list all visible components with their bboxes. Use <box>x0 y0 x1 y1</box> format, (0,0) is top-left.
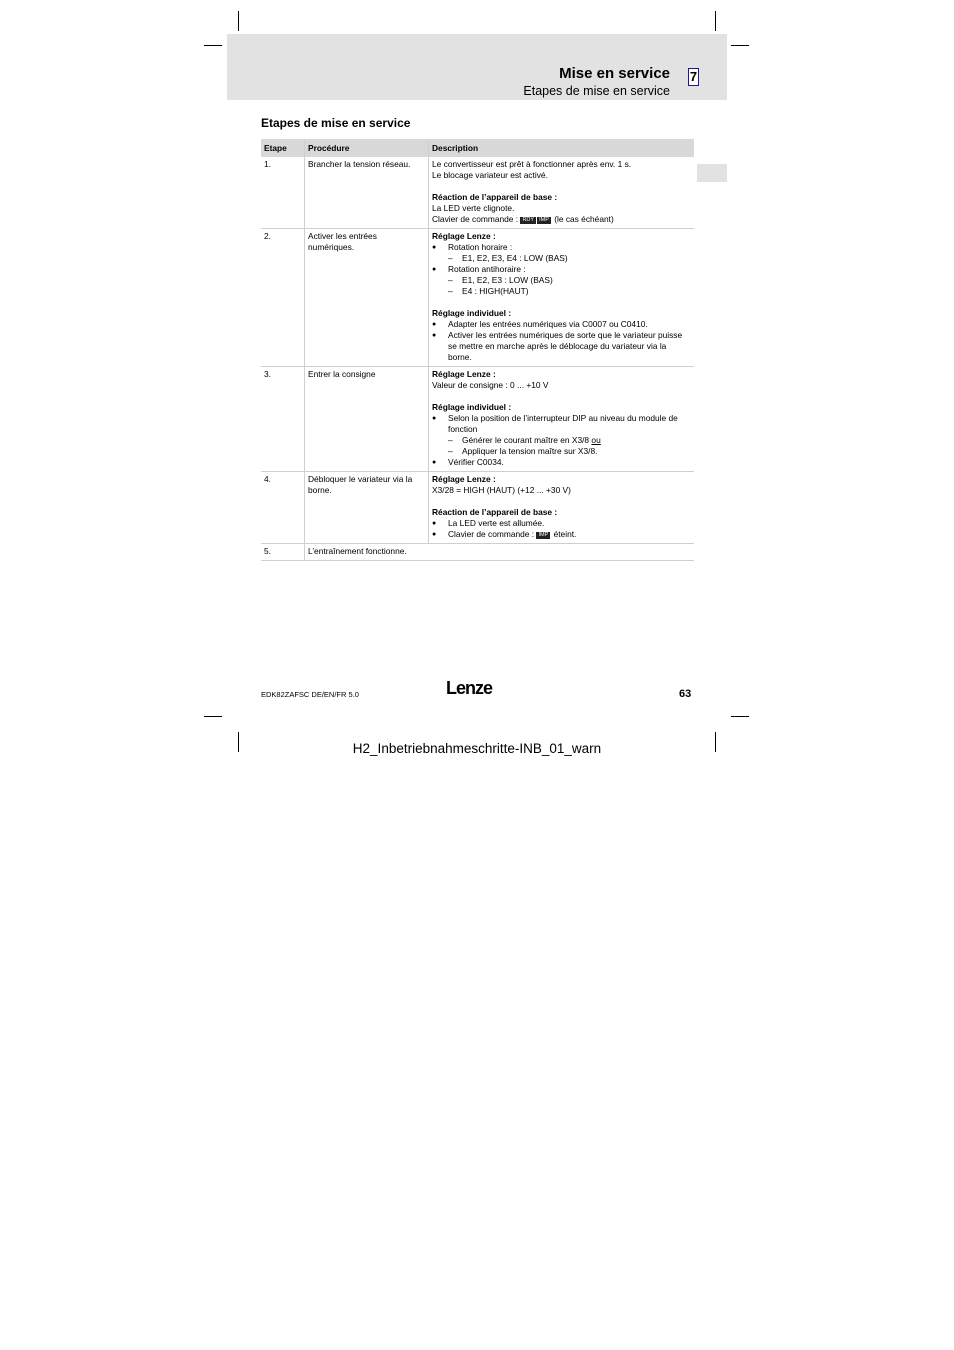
desc-line: La LED verte clignote. <box>432 203 515 213</box>
step-number: 4. <box>261 472 305 544</box>
desc-underlined-text: ou <box>591 435 601 445</box>
page-number: 63 <box>679 688 692 700</box>
header-subtitle: Etapes de mise en service <box>523 84 670 98</box>
crop-mark <box>204 716 222 717</box>
desc-line: Valeur de consigne : 0 ... +10 V <box>432 380 549 390</box>
crop-mark <box>731 716 749 717</box>
desc-text: (le cas échéant) <box>554 214 614 224</box>
step-description <box>429 472 695 544</box>
desc-heading: Réaction de l’appareil de base : <box>432 507 558 517</box>
desc-heading: Réglage individuel : <box>432 402 512 412</box>
lenze-logo: Lenze <box>446 678 493 698</box>
step-description <box>429 157 695 229</box>
table-row <box>261 229 694 367</box>
header-title: Mise en service <box>559 65 670 82</box>
imp-key-icon: IMP <box>539 217 549 223</box>
dash-item: – E4 : HIGH(HAUT) <box>432 286 691 297</box>
bullet-item: ● La LED verte est allumée. <box>432 518 691 529</box>
bullet-item: ● Vérifier C0034. <box>432 457 691 468</box>
step-number: 1. <box>261 157 305 229</box>
desc-line <box>432 214 691 225</box>
bullet-item: ● Selon la position de l’interrupteur DIP au niveau du module de fonction <box>432 413 691 435</box>
table-row <box>261 544 694 561</box>
table-row <box>261 472 694 544</box>
desc-heading: Réglage individuel : <box>432 308 512 318</box>
rdy-key-icon: RDY <box>522 217 535 223</box>
crop-mark <box>238 11 239 31</box>
desc-text: éteint. <box>553 529 577 539</box>
step-procedure: Activer les entrées numériques. <box>305 229 429 367</box>
bullet-item: ● Activer les entrées numériques de sorte que le variateur puisse se mettre en marche après le déblocage du variateur via la borne. <box>432 330 691 363</box>
side-thumb-tab <box>697 164 727 182</box>
step-number: 5. <box>261 544 305 561</box>
table-header-row <box>261 139 694 157</box>
desc-line: X3/28 = HIGH (HAUT) (+12 ... +30 V) <box>432 485 571 495</box>
bullet-item: ● Rotation horaire : <box>432 242 691 253</box>
desc-heading: Réglage Lenze : <box>432 369 496 379</box>
chapter-number: 7 <box>689 69 698 84</box>
step-number: 3. <box>261 367 305 472</box>
step-number: 2. <box>261 229 305 367</box>
step-description <box>429 367 695 472</box>
dash-item: – E1, E2, E3, E4 : LOW (BAS) <box>432 253 691 264</box>
column-header-description: Description <box>429 139 695 157</box>
step-description <box>429 229 695 367</box>
desc-line: Le blocage variateur est activé. <box>432 170 548 180</box>
imp-key-icon: IMP <box>538 532 549 538</box>
bullet-item <box>432 529 691 540</box>
desc-line: Le convertisseur est prêt à fonctionner après env. 1 s. <box>432 159 632 169</box>
dash-item <box>432 435 691 446</box>
step-procedure: L’entraînement fonctionne. <box>305 544 695 561</box>
table-row <box>261 157 694 229</box>
section-title: Etapes de mise en service <box>261 116 411 130</box>
bullet-item: ● Rotation antihoraire : <box>432 264 691 275</box>
desc-text: Générer le courant maître en X3/8 <box>462 435 590 445</box>
page-header <box>227 34 727 100</box>
step-procedure: Brancher la tension réseau. <box>305 157 429 229</box>
crop-mark <box>731 45 749 46</box>
bullet-item: ● Adapter les entrées numériques via C0007 ou C0410. <box>432 319 691 330</box>
file-name-label: H2_Inbetriebnahmeschritte-INB_01_warn <box>352 741 602 756</box>
desc-text: Clavier de commande : <box>432 214 519 224</box>
dash-item: – Appliquer la tension maître sur X3/8. <box>432 446 691 457</box>
column-header-etape: Etape <box>261 139 305 157</box>
column-header-procedure: Procédure <box>305 139 429 157</box>
dash-item: – E1, E2, E3 : LOW (BAS) <box>432 275 691 286</box>
crop-mark <box>204 45 222 46</box>
table-row <box>261 367 694 472</box>
desc-heading: Réglage Lenze : <box>432 231 496 241</box>
crop-mark <box>715 11 716 31</box>
steps-table <box>261 139 694 561</box>
desc-heading: Réglage Lenze : <box>432 474 496 484</box>
step-procedure: Débloquer le variateur via la borne. <box>305 472 429 544</box>
document-code: EDK82ZAFSC DE/EN/FR 5.0 <box>261 690 359 699</box>
step-procedure: Entrer la consigne <box>305 367 429 472</box>
desc-heading: Réaction de l’appareil de base : <box>432 192 558 202</box>
desc-text: Clavier de commande : <box>448 529 535 539</box>
